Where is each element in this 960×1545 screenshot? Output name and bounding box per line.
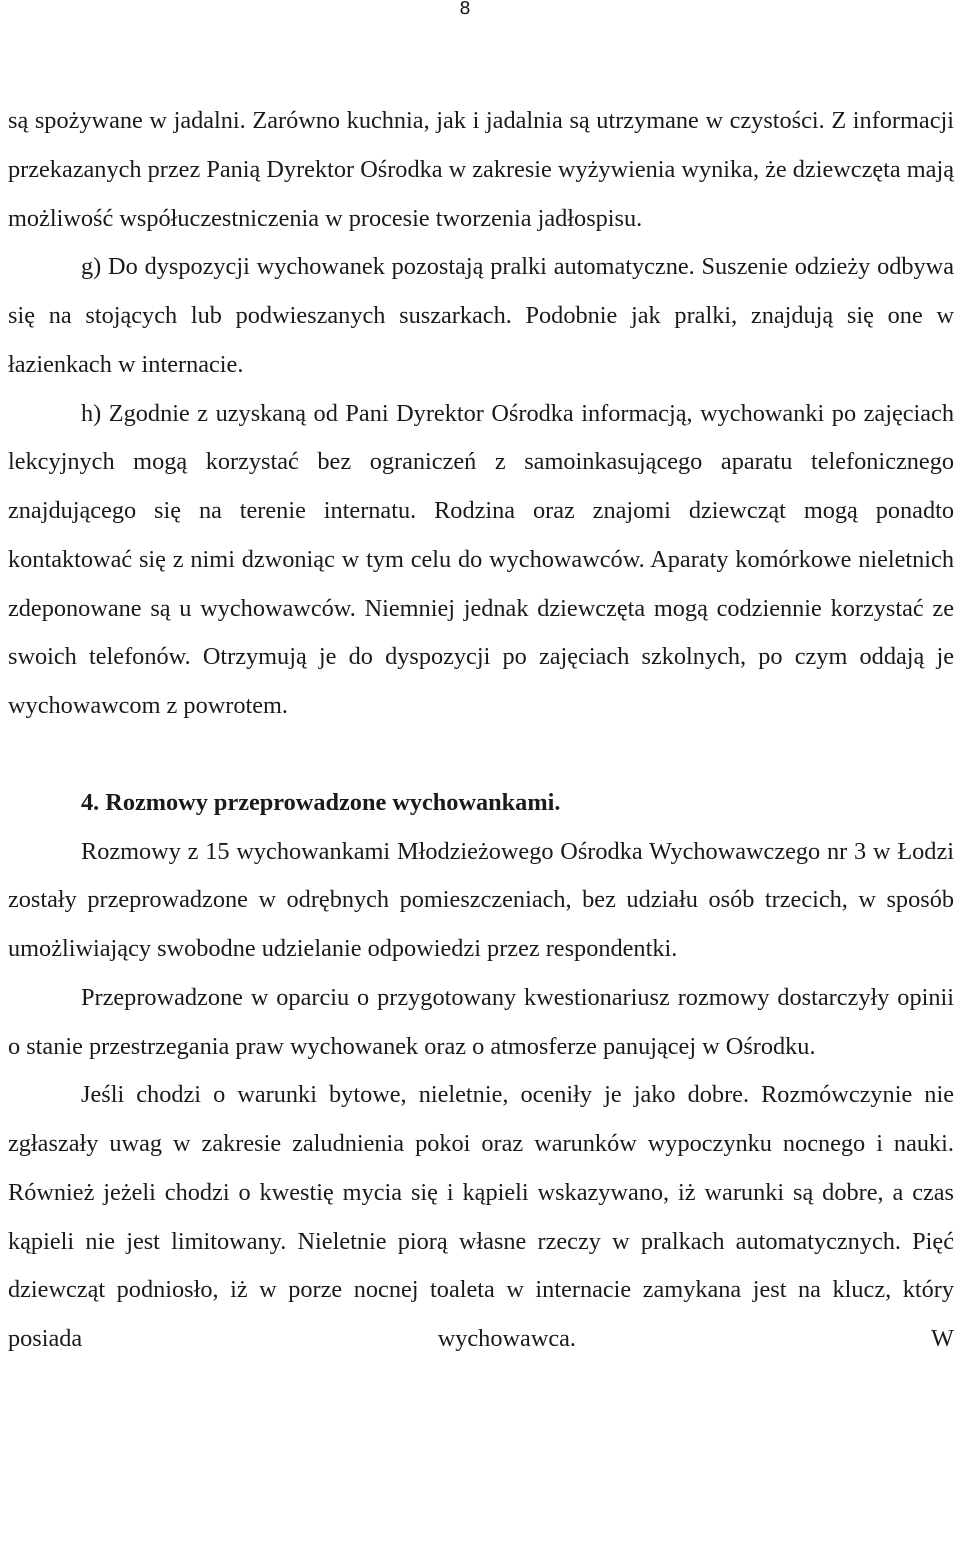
page-number: 8 (459, 0, 471, 19)
section-heading: 4. Rozmowy przeprowadzone wychowankami. (81, 788, 561, 816)
paragraph-telephone: h) Zgodnie z uzyskaną od Pani Dyrektor Ośrodka informacją, wychowanki po zajęciach lekcyjnych mogą korzystać bez ograniczeń z samoinkasującego aparatu telefonicznego znajdującego się na terenie internatu. Rodzina oraz znajomi dziewcząt mogą ponadto kontaktować się z nimi dzwoniąc w tym celu do wychowawców. Aparaty komórkowe nieletnich zdeponowane są u wychowawców. Niemniej jednak dziewczęta mogą codziennie korzystać ze swoich telefonów. Otrzymują je do dyspozycji po zajęciach szkolnych, po czym oddają je wychowawcom z powrotem. (8, 399, 954, 719)
paragraph-interviews: Rozmowy z 15 wychowankami Młodzieżowego Ośrodka Wychowawczego nr 3 w Łodzi zostały przeprowadzone w odrębnych pomieszczeniach, bez udziału osób trzecich, w sposób umożliwiający swobodne udzielanie odpowiedzi przez respondentki. (8, 837, 954, 962)
paragraph-dining: są spożywane w jadalni. Zarówno kuchnia, jak i jadalnia są utrzymane w czystości. Z informacji przekazanych przez Panią Dyrektor Ośrodka w zakresie wyżywienia wynika, że dziewczęta mają możliwość współuczestniczenia w procesie tworzenia jadłospisu. (8, 107, 954, 232)
paragraph-questionnaire: Przeprowadzone w oparciu o przygotowany kwestionariusz rozmowy dostarczyły opinii o stanie przestrzegania praw wychowanek oraz o atmosferze panującej w Ośrodku. (8, 983, 954, 1060)
document-body (8, 97, 954, 1364)
paragraph-laundry: g) Do dyspozycji wychowanek pozostają pralki automatyczne. Suszenie odzieży odbywa się na stojących lub podwieszanych suszarkach. Podobnie jak pralki, znajdują się one w łazienkach w internacie. (8, 253, 954, 378)
paragraph-living-conditions: Jeśli chodzi o warunki bytowe, nieletnie, oceniły je jako dobre. Rozmówczynie nie zgłaszały uwag w zakresie zaludnienia pokoi oraz warunków wypoczynku nocnego i nauki. Również jeżeli chodzi o kwestię mycia się i kąpieli wskazywano, iż warunki są dobre, a czas kąpieli nie jest limitowany. Nieletnie piorą własne rzeczy w pralkach automatycznych. Pięć dziewcząt podniosło, iż w porze nocnej toaleta w internacie zamykana jest na klucz, który posiada wychowawca. W (8, 1081, 954, 1352)
